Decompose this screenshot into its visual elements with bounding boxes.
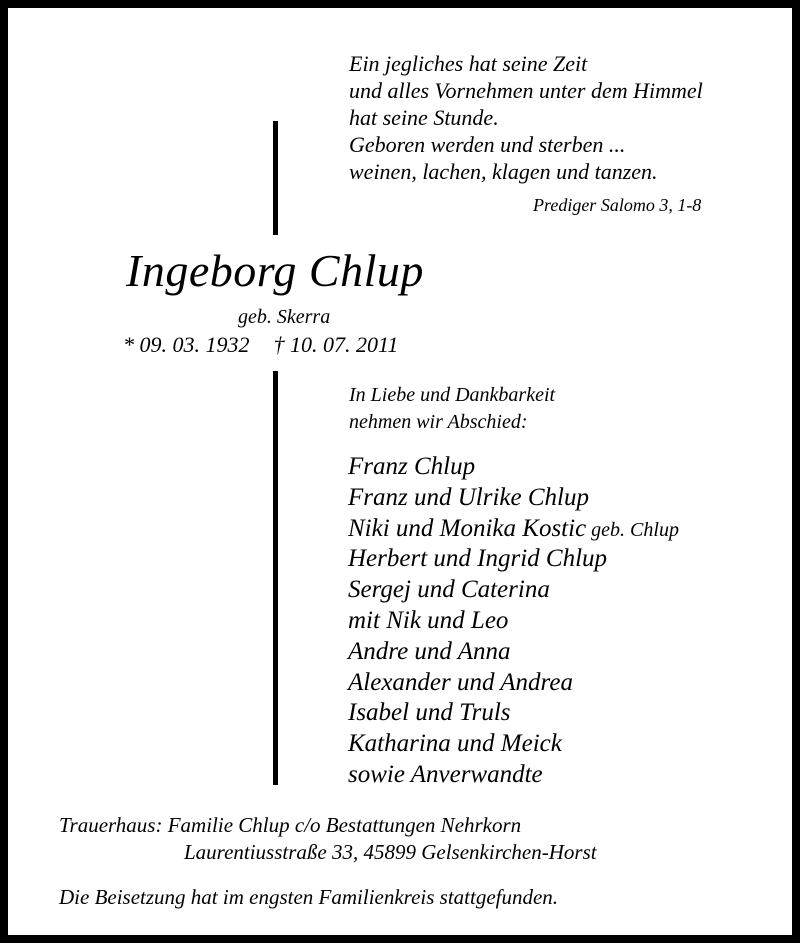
divider-line-top xyxy=(273,121,278,235)
mourner-entry: Isabel und Truls xyxy=(348,699,511,727)
mourner-entry: Franz Chlup xyxy=(348,453,476,480)
mourner-entry: mit Nik und Leo xyxy=(348,606,509,634)
mourner-entry: Andre und Anna xyxy=(348,637,511,665)
mourners-list xyxy=(348,452,679,791)
farewell-line: In Liebe und Dankbarkeit xyxy=(349,384,556,406)
mourner-suffix: geb. Chlup xyxy=(586,518,679,541)
mourner-entry: Herbert und Ingrid Chlup xyxy=(348,545,608,573)
life-dates xyxy=(123,332,398,358)
mourning-house-line: Trauerhaus: Familie Chlup c/o Bestattungen Nehrkorn xyxy=(59,813,522,837)
verse-line: und alles Vornehmen unter dem Himmel xyxy=(349,78,703,103)
verse-line: hat seine Stunde. xyxy=(349,105,499,130)
verse-source: Prediger Salomo 3, 1-8 xyxy=(533,195,702,215)
mourning-house-address: Laurentiusstraße 33, 45899 Gelsenkirchen-Horst xyxy=(184,840,597,864)
death-date: † 10. 07. 2011 xyxy=(273,332,399,357)
deceased-name: Ingeborg Chlup xyxy=(126,245,424,296)
mourner-entry: Sergej und Caterina xyxy=(348,576,550,604)
maiden-name: geb. Skerra xyxy=(238,306,331,328)
mourner-entry: Franz und Ulrike Chlup xyxy=(348,483,589,511)
verse-line: weinen, lachen, klagen und tanzen. xyxy=(349,159,658,184)
burial-note: Die Beisetzung hat im engsten Familienkreis stattgefunden. xyxy=(59,885,559,909)
verse-line: Ein jegliches hat seine Zeit xyxy=(349,51,588,76)
mourner-entry: Alexander und Andrea xyxy=(348,668,573,696)
mourner-entry: sowie Anverwandte xyxy=(348,760,543,788)
farewell-line: nehmen wir Abschied: xyxy=(349,411,528,433)
mourner-entry: Katharina und Meick xyxy=(348,730,562,758)
verse-line: Geboren werden und sterben ... xyxy=(349,132,626,157)
bible-verse xyxy=(349,50,703,185)
farewell-text xyxy=(349,382,555,436)
birth-date: * 09. 03. 1932 xyxy=(123,332,250,357)
divider-line-bottom xyxy=(273,371,278,785)
mourner-entry: Niki und Monika Kostic geb. Chlup xyxy=(348,514,679,542)
